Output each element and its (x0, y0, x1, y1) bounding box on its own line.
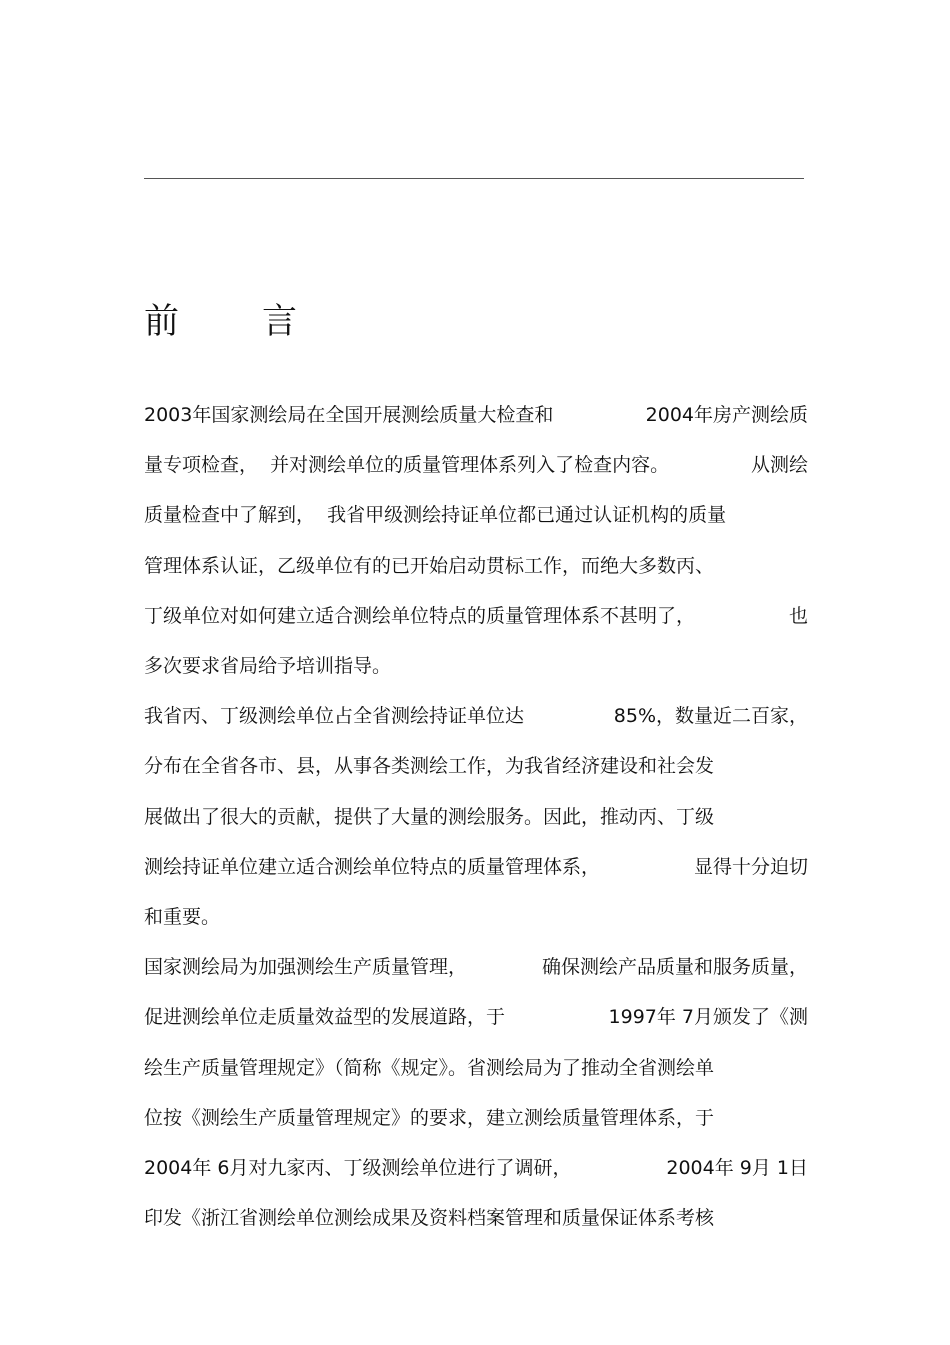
text-line (144, 1002, 808, 1032)
text-line (144, 1103, 808, 1133)
text-segment: 也 (788, 604, 808, 627)
text-segment: 确保测绘产品质量和服务质量， (541, 956, 808, 979)
text-segment: 2004年房产测绘质 (645, 404, 808, 426)
text-segment: 我省丙、丁级测绘单位占全省测绘持证单位达 (144, 705, 525, 728)
text-segment: 分布在全省各市、县，从事各类测绘工作，为我省经济建设和社会发 (144, 755, 715, 778)
text-line (144, 802, 808, 832)
text-segment: 促进测绘单位走质量效益型的发展道路，于 (144, 1006, 506, 1029)
title-char-2: 言 (262, 302, 298, 342)
title-char-1: 前 (144, 302, 180, 342)
text-segment: 1997年 7月颁发了《测 (608, 1006, 808, 1029)
text-line (144, 400, 808, 430)
text-line (144, 551, 808, 581)
page-title (144, 296, 297, 342)
text-segment: 测绘持证单位建立适合测绘单位特点的质量管理体系， (144, 855, 601, 878)
text-line (144, 701, 808, 731)
text-segment: 2004年 6月对九家丙、丁级测绘单位进行了调研， (144, 1157, 572, 1179)
text-segment: 绘生产质量管理规定》（简称《规定》。省测绘局为了推动全省测绘单 (144, 1056, 715, 1079)
text-segment: 位按《测绘生产质量管理规定》的要求，建立测绘质量管理体系，于 (144, 1106, 715, 1129)
text-segment: 质量检查中了解到， 我省甲级测绘持证单位都已通过认证机构的质量 (144, 504, 727, 527)
text-line (144, 1203, 808, 1233)
text-line (144, 500, 808, 530)
text-segment: 管理体系认证，乙级单位有的已开始启动贯标工作，而绝大多数丙、 (144, 554, 715, 577)
text-segment: 和重要。 (144, 906, 221, 928)
header-rule (144, 178, 804, 179)
text-line (144, 1153, 808, 1183)
text-segment: 2004年 9月 1日 (666, 1157, 808, 1179)
text-segment: 印发《浙江省测绘单位测绘成果及资料档案管理和质量保证体系考核 (144, 1207, 715, 1230)
text-line (144, 651, 808, 681)
text-line (144, 902, 808, 932)
text-segment: 丁级单位对如何建立适合测绘单位特点的质量管理体系不甚明了， (144, 604, 696, 627)
text-line (144, 601, 808, 631)
text-segment: 85%，数量近二百家， (613, 705, 808, 728)
text-segment: 从测绘 (750, 454, 808, 477)
text-line (144, 450, 808, 480)
text-segment: 2003年国家测绘局在全国开展测绘质量大检查和 (144, 404, 554, 426)
text-line (144, 952, 808, 982)
text-line (144, 751, 808, 781)
text-line (144, 1053, 808, 1083)
text-segment: 多次要求省局给予培训指导。 (144, 655, 392, 677)
text-segment: 国家测绘局为加强测绘生产质量管理， (144, 956, 468, 979)
text-line (144, 852, 808, 882)
text-segment: 显得十分迫切 (693, 855, 808, 878)
text-segment: 展做出了很大的贡献，提供了大量的测绘服务。因此，推动丙、丁级 (144, 805, 715, 828)
text-segment: 量专项检查， 并对测绘单位的质量管理体系列入了检查内容。 (144, 454, 670, 477)
